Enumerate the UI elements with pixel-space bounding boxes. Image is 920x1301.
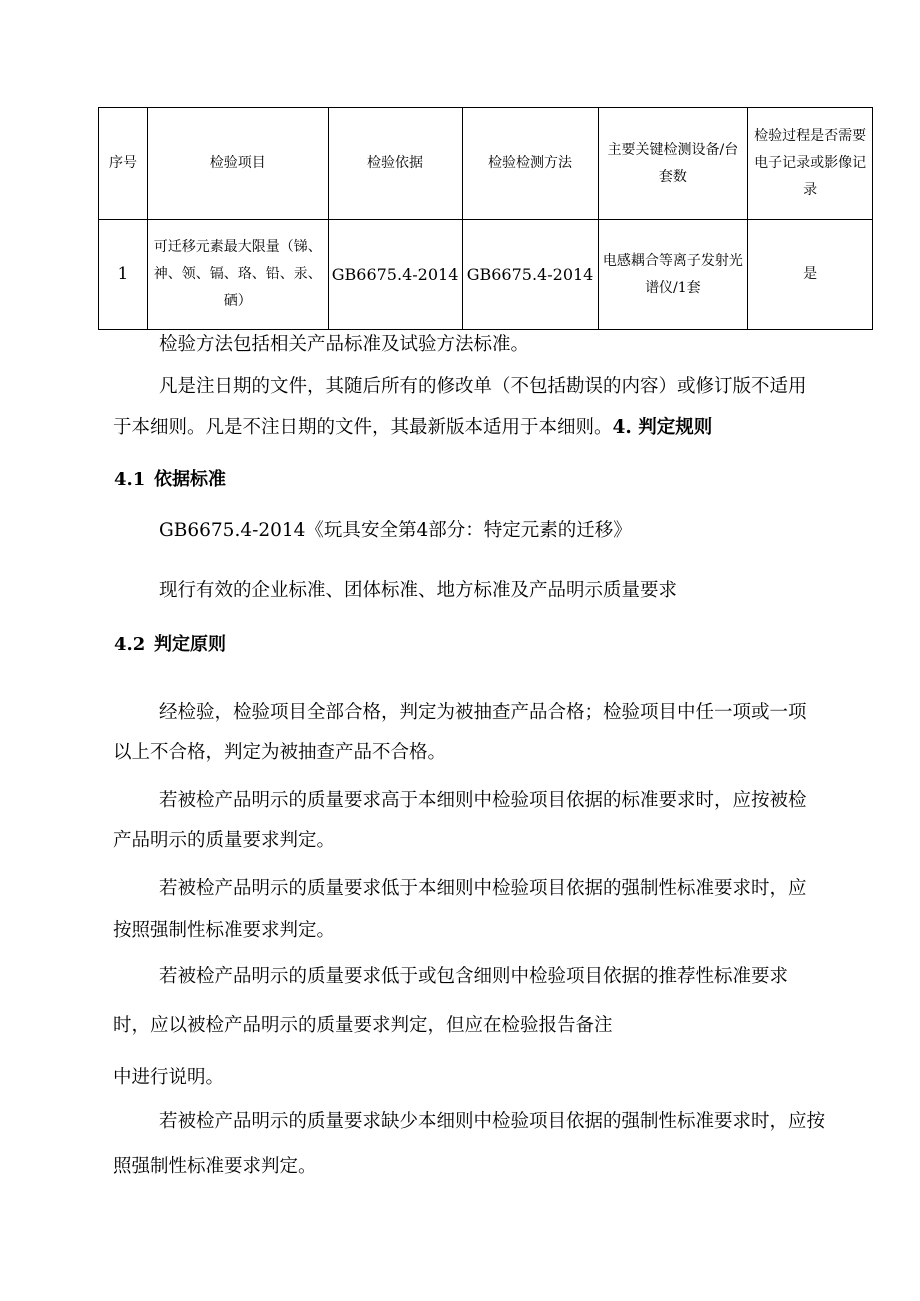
- rule-5-line1: 若被检产品明示的质量要求缺少本细则中检验项目依据的强制性标准要求时，应按: [159, 1111, 826, 1132]
- paragraph-dated-docs-line2: [113, 415, 712, 441]
- header-cell-item: 检验项目: [147, 108, 328, 220]
- rule-1-line2: 以上不合格，判定为被抽查产品不合格。: [113, 742, 447, 763]
- rule-3-line2: 按照强制性标准要求判定。: [113, 920, 336, 941]
- header-cell-index: 序号: [99, 108, 148, 220]
- section-4-2-title: 判定原则: [154, 634, 226, 655]
- cell-record: 是: [748, 220, 873, 330]
- rule-1-line1: 经检验，检验项目全部合格，判定为被抽查产品合格；检验项目中任一项或一项: [159, 702, 807, 723]
- rule-4-line1: 若被检产品明示的质量要求低于或包含细则中检验项目依据的推荐性标准要求: [159, 966, 789, 987]
- section-4-1-number: 4.1: [114, 469, 146, 490]
- cell-equipment: 电感耦合等离子发射光谱仪/1套: [598, 220, 748, 330]
- table-header-row: [99, 108, 873, 220]
- section-4-1-heading: [114, 467, 226, 493]
- cell-index: 1: [99, 220, 148, 330]
- paragraph-dated-docs-text: 于本细则。凡是不注日期的文件，其最新版本适用于本细则。: [113, 417, 613, 438]
- standard-gb6675: GB6675.4-2014《玩具安全第4部分：特定元素的迁移》: [159, 520, 632, 541]
- cell-basis: GB6675.4-2014: [328, 220, 462, 330]
- section-4-1-title: 依据标准: [154, 469, 226, 490]
- section-4-2-heading: [114, 632, 226, 658]
- cell-item: 可迁移元素最大限量（锑、神、领、镉、珞、铅、汞、硒）: [147, 220, 328, 330]
- header-cell-record: 检验过程是否需要电子记录或影像记录: [748, 108, 873, 220]
- table-row: [99, 220, 873, 330]
- inspection-table: [98, 107, 873, 330]
- header-cell-basis: 检验依据: [328, 108, 462, 220]
- standard-other: 现行有效的企业标准、团体标准、地方标准及产品明示质量要求: [159, 580, 678, 601]
- rule-4-line2: 时，应以被检产品明示的质量要求判定，但应在检验报告备注: [113, 1015, 613, 1036]
- rule-4-line3: 中进行说明。: [113, 1067, 225, 1088]
- rule-3-line1: 若被检产品明示的质量要求低于本细则中检验项目依据的强制性标准要求时，应: [159, 878, 807, 899]
- rule-5-line2: 照强制性标准要求判定。: [113, 1156, 317, 1177]
- paragraph-dated-docs-line1: 凡是注日期的文件，其随后所有的修改单（不包括勘误的内容）或修订版不适用: [159, 376, 807, 397]
- cell-method: GB6675.4-2014: [462, 220, 598, 330]
- rule-2-line1: 若被检产品明示的质量要求高于本细则中检验项目依据的标准要求时，应按被检: [159, 790, 807, 811]
- header-cell-equipment: 主要关键检测设备/台套数: [598, 108, 748, 220]
- header-cell-method: 检验检测方法: [462, 108, 598, 220]
- paragraph-test-methods: 检验方法包括相关产品标准及试验方法标准。: [159, 334, 530, 355]
- rule-2-line2: 产品明示的质量要求判定。: [113, 830, 336, 851]
- section-4-2-number: 4.2: [114, 634, 146, 655]
- section-4-heading: 4. 判定规则: [612, 417, 713, 438]
